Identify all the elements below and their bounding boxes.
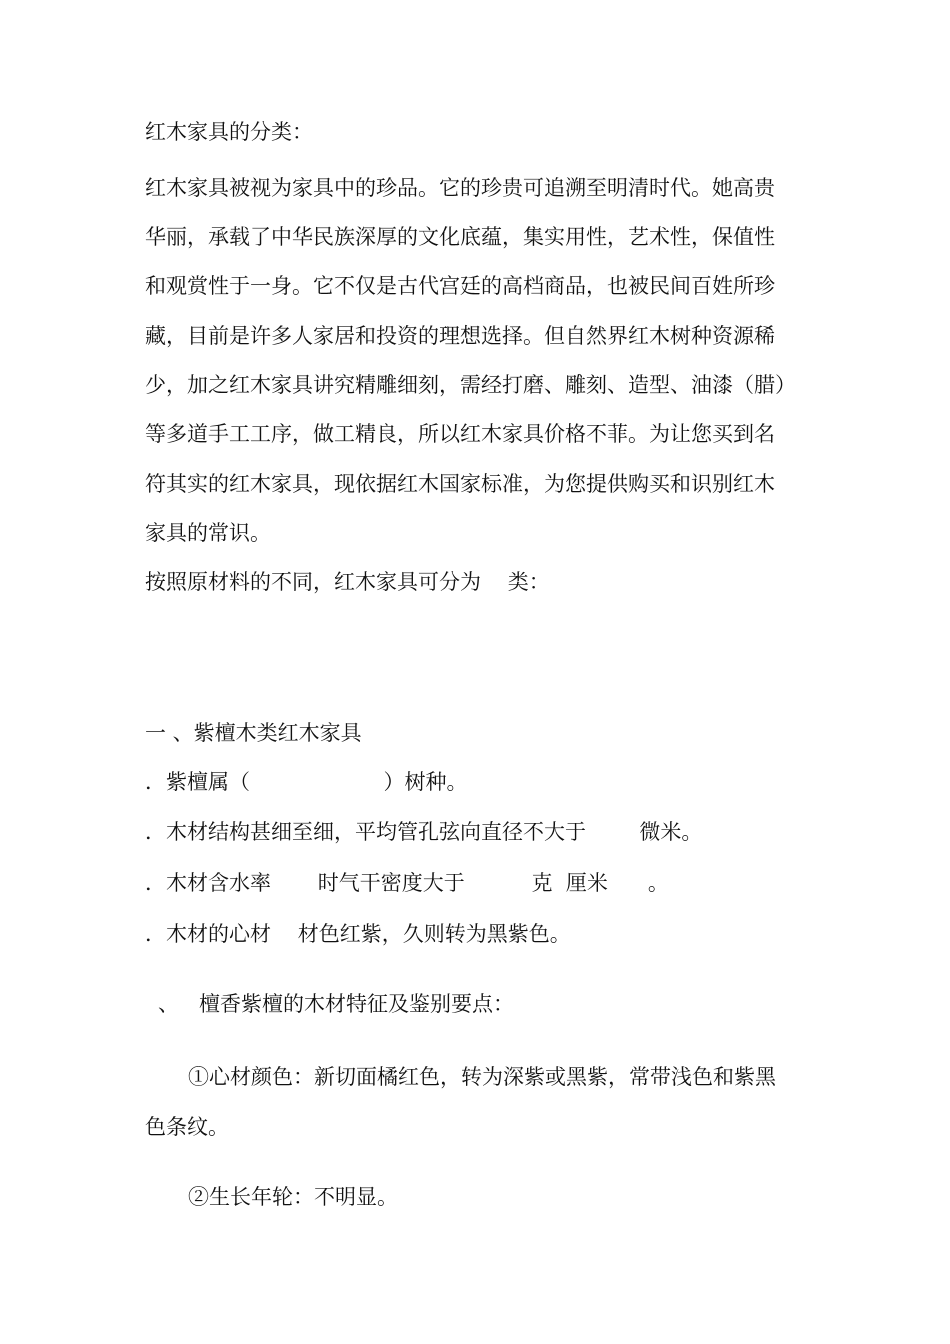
section-title: 一 、紫檀木类红木家具 xyxy=(145,721,362,745)
section-item: ．木材含水率 时气干密度大于 克 厘米 。 xyxy=(145,871,669,895)
feature-point: ①心材颜色：新切面橘红色，转为深紫或黑紫，常带浅色和紫黑 xyxy=(188,1065,776,1089)
section-item: ．木材结构甚细至细，平均管孔弦向直径不大于 微米。 xyxy=(145,820,703,844)
intro-line: 华丽，承载了中华民族深厚的文化底蕴，集实用性，艺术性，保值性 xyxy=(145,225,775,249)
intro-line: 等多道手工工序，做工精良，所以红木家具价格不菲。为让您买到名 xyxy=(145,422,775,446)
document-heading: 红木家具的分类： xyxy=(145,120,313,144)
intro-line: 藏，目前是许多人家居和投资的理想选择。但自然界红木树种资源稀 xyxy=(145,324,775,348)
section-item: ．紫檀属（ ）树种。 xyxy=(145,770,468,794)
feature-point: ②生长年轮：不明显。 xyxy=(188,1185,398,1209)
intro-line: 符其实的红木家具，现依据红木国家标准，为您提供购买和识别红木 xyxy=(145,472,775,496)
section-item: ．木材的心材 材色红紫，久则转为黑紫色。 xyxy=(145,922,571,946)
intro-line: 家具的常识。 xyxy=(145,521,271,545)
feature-point-continuation: 色条纹。 xyxy=(145,1115,229,1139)
subsection-title: 、 檀香紫檀的木材特征及鉴别要点： xyxy=(158,992,515,1016)
intro-line: 红木家具被视为家具中的珍品。它的珍贵可追溯至明清时代。她高贵 xyxy=(145,176,775,200)
classification-line: 按照原材料的不同，红木家具可分为 类： xyxy=(145,570,550,594)
intro-line: 少，加之红木家具讲究精雕细刻，需经打磨、雕刻、造型、油漆（腊） xyxy=(145,373,796,397)
intro-line: 和观赏性于一身。它不仅是古代宫廷的高档商品，也被民间百姓所珍 xyxy=(145,274,775,298)
